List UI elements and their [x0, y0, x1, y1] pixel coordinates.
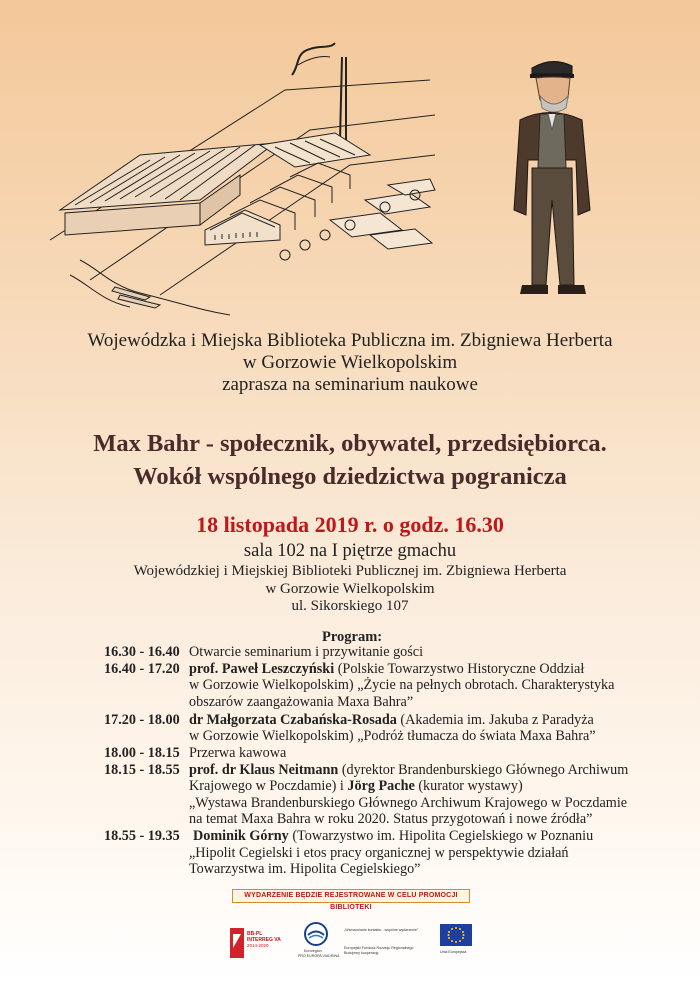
program-text: „Hipolit Cegielski i etos pracy organicznej w perspektywie działań [189, 845, 569, 861]
eu-flag-icon [440, 924, 472, 946]
program-text: obszarów zaangażowania Maxa Bahra” [189, 694, 414, 710]
program-text: w Gorzowie Wielkopolskim) „Podróż tłumacza do świata Maxa Bahra” [189, 728, 596, 744]
program-time: 17.20 - 18.00 [104, 712, 180, 728]
program-text: Dominik Górny (Towarzystwo im. Hipolita Cegielskiego w Poznaniu [193, 828, 594, 844]
recording-notice-badge: WYDARZENIE BĘDZIE REJESTROWANE W CELU PROMOCJI BIBLIOTEKI [232, 889, 470, 903]
speaker-name: prof. dr Klaus Neitmann [189, 762, 339, 778]
speaker-name: prof. Paweł Leszczyński [189, 661, 335, 677]
interreg-logo: BB-PL INTERREG VA 2014-2020 [230, 926, 280, 962]
max-bahr-figure-illustration [492, 50, 612, 312]
program-time: 18.15 - 18.55 [104, 762, 180, 778]
invitation-text: zaprasza na seminarium naukowe [222, 374, 478, 395]
program-time: 18.00 - 18.15 [104, 745, 180, 761]
library-name-line1: Wojewódzka i Miejska Biblioteka Publiczna im. Zbigniewa Herberta [87, 330, 613, 351]
program-time: 18.55 - 19.35 [104, 828, 180, 844]
speaker-name: Dominik Górny [193, 828, 289, 844]
factory-illustration [30, 35, 440, 320]
venue-line1: Wojewódzkiej i Miejskiej Biblioteki Publicznej im. Zbigniewa Herberta [133, 563, 567, 579]
program-text: Przerwa kawowa [189, 745, 287, 761]
library-name-line2: w Gorzowie Wielkopolskim [242, 352, 458, 373]
eu-fund-info: „Wzmacnianie kontaktu - wspólne wydarzenie” Europejski Fundusz Rozwoju Regionalnego Budujemy kooperację [344, 928, 419, 955]
euroregion-emblem-icon [304, 922, 328, 946]
program-heading: Program: [322, 629, 383, 645]
seminar-title-line1: Max Bahr - społecznik, obywatel, przedsiębiorca. [93, 430, 607, 457]
program-text: prof. dr Klaus Neitmann (dyrektor Brandenburskiego Głównego Archiwum [189, 762, 629, 778]
eu-logo: Unia Europejska [440, 924, 484, 964]
venue-line2: w Gorzowie Wielkopolskim [265, 581, 435, 597]
program-time: 16.30 - 16.40 [104, 644, 180, 660]
euroregion-logo: Euroregion PRO EUROPA VIADRINA [290, 922, 342, 966]
program-text: na temat Maxa Bahra w roku 2020. Status przygotowań i nowe źródła” [189, 811, 593, 827]
seminar-title-line2: Wokół wspólnego dziedzictwa pogranicza [133, 463, 567, 490]
event-date: 18 listopada 2019 r. o godz. 16.30 [196, 512, 504, 537]
interreg-mark-icon [230, 928, 244, 958]
program-text: prof. Paweł Leszczyński (Polskie Towarzystwo Historyczne Oddział [189, 661, 585, 677]
speaker-name: Jörg Pache [347, 778, 415, 794]
program-time: 16.40 - 17.20 [104, 661, 180, 677]
program-text: Towarzystwa im. Hipolita Cegielskiego” [189, 861, 421, 877]
event-room: sala 102 na I piętrze gmachu [243, 541, 457, 561]
program-text: w Gorzowie Wielkopolskim) „Życie na pełnych obrotach. Charakterystyka [189, 677, 615, 693]
program-text: Otwarcie seminarium i przywitanie gości [189, 644, 424, 660]
program-text: Krajowego w Poczdamie) i Jörg Pache (kurator wystawy) [189, 778, 523, 794]
sponsor-logos [226, 922, 486, 966]
venue-address: ul. Sikorskiego 107 [291, 598, 409, 614]
speaker-name: dr Małgorzata Czabańska-Rosada [189, 712, 397, 728]
program-text: „Wystawa Brandenburskiego Głównego Archiwum Krajowego w Poczdamie [189, 795, 628, 811]
program-text: dr Małgorzata Czabańska-Rosada (Akademia im. Jakuba z Paradyża [189, 712, 594, 728]
